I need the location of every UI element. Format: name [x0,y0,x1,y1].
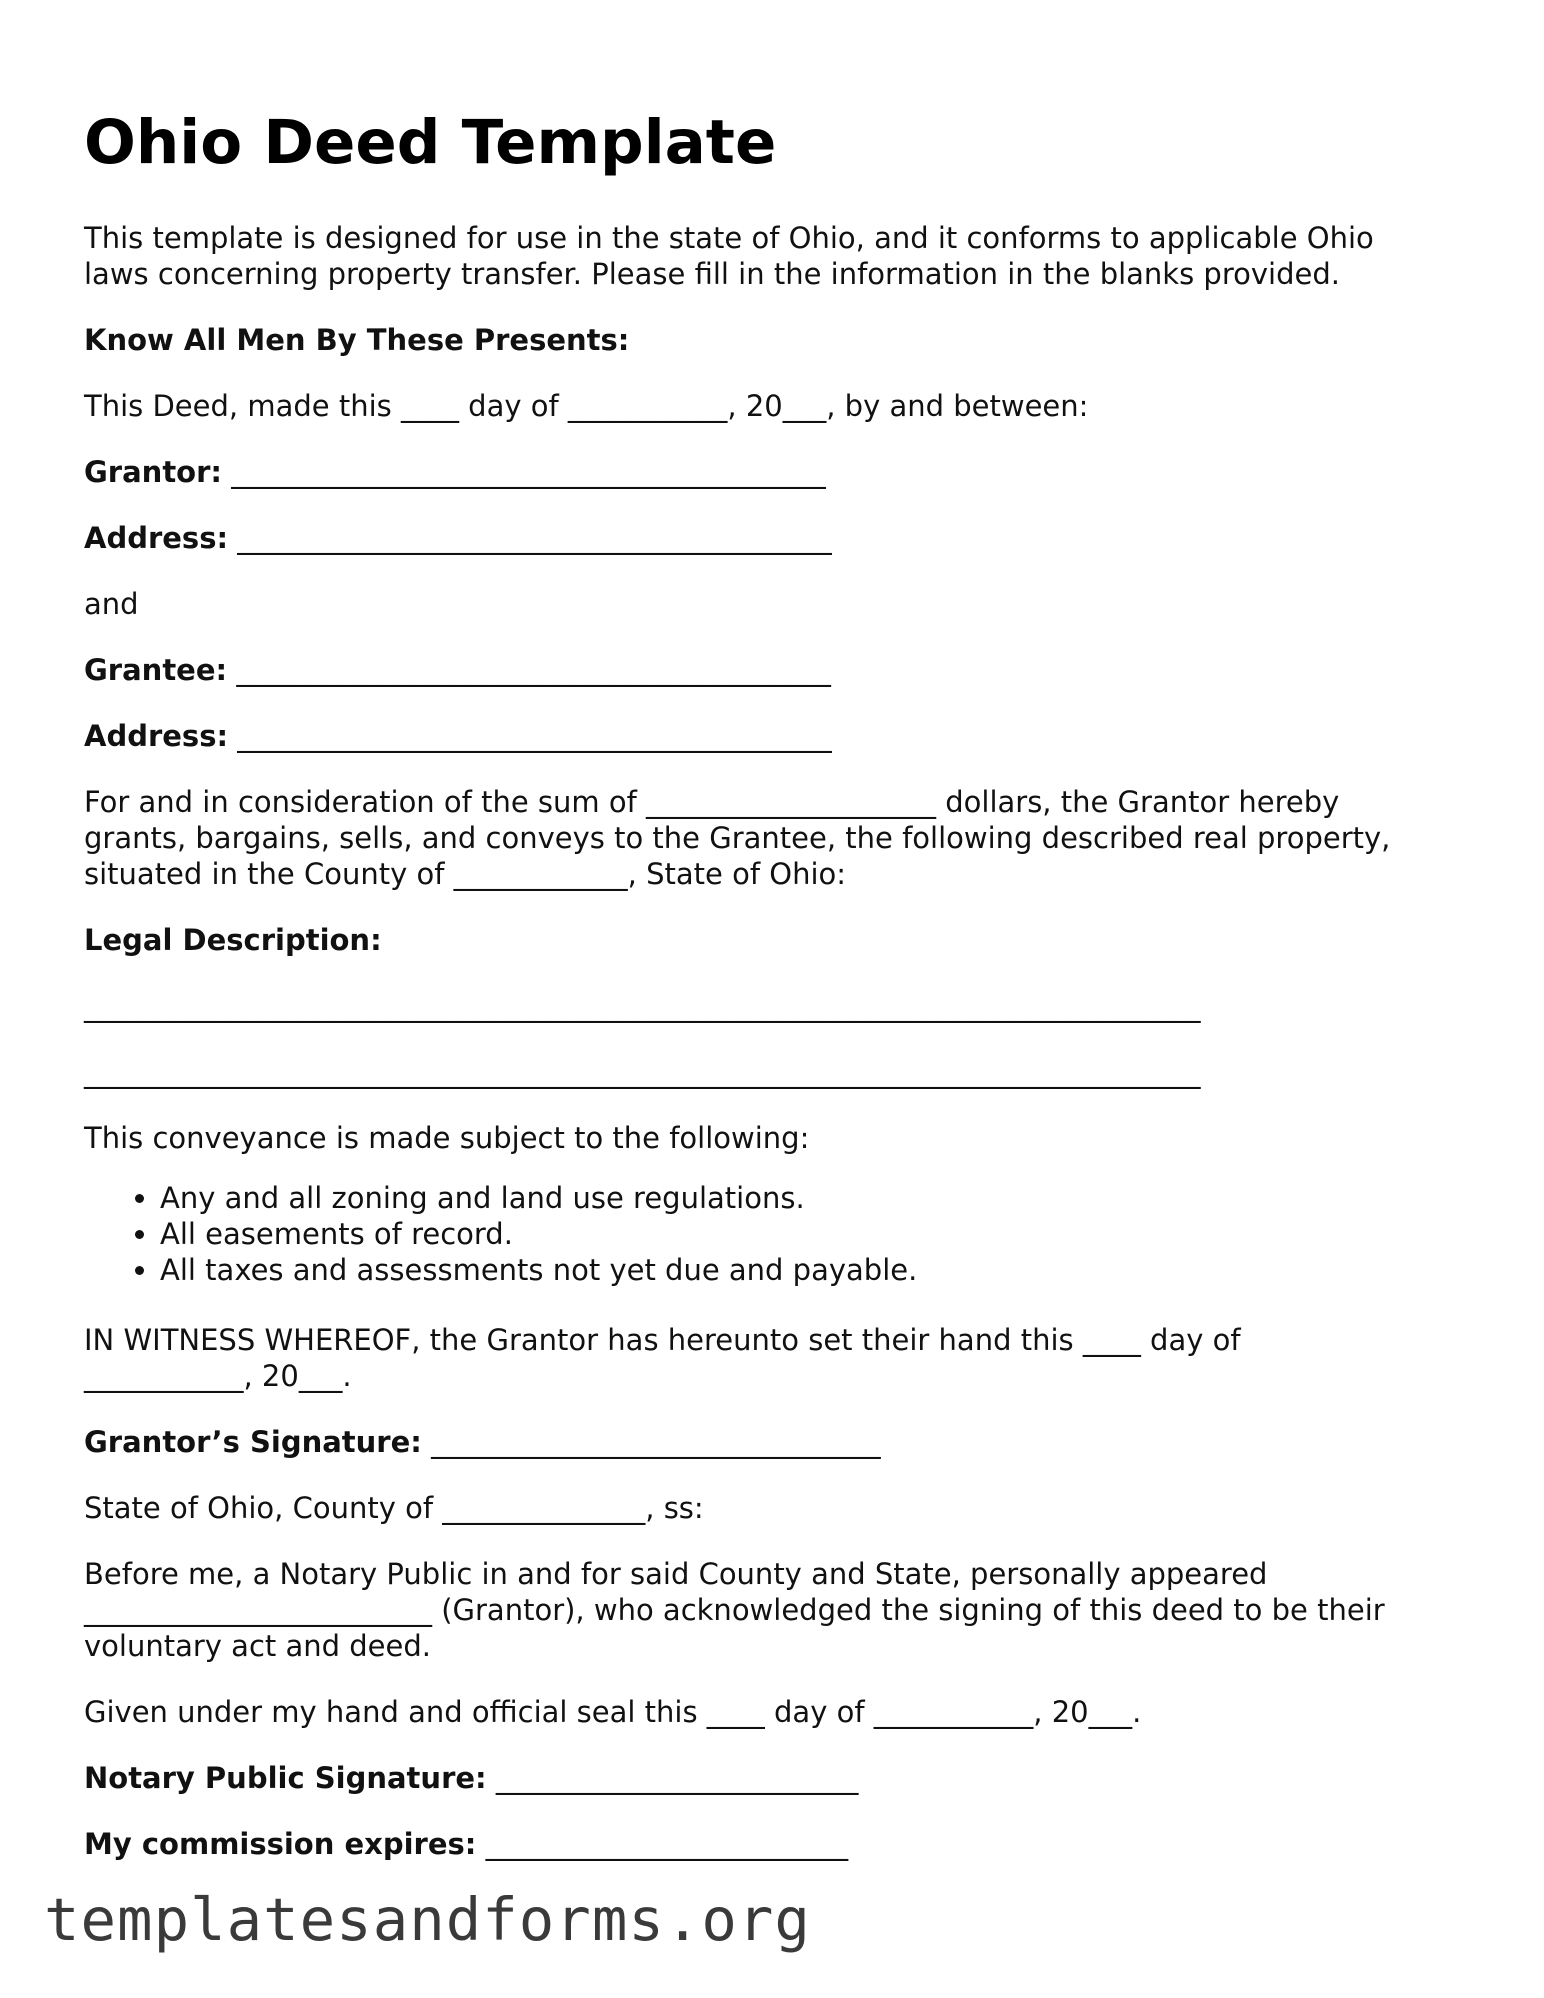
notary-signature-field [84,1760,858,1796]
conveyance-intro: This conveyance is made subject to the following: [84,1121,810,1155]
intro-line-1: This template is designed for use in the state of Ohio, and it conforms to applicable Ohio [84,221,1374,255]
legal-description-label: Legal Description: [84,923,382,957]
grantor-field [84,454,826,490]
commission-label: My commission expires: [84,1827,477,1861]
presents-heading: Know All Men By These Presents: [84,323,630,357]
witness-line-1: IN WITNESS WHEREOF, the Grantor has hereunto set their hand this ____ day of [84,1323,1241,1357]
grantee-address-blank: _________________________________________ [237,719,832,753]
grantor-label: Grantor: [84,455,223,489]
commission-field [84,1826,848,1862]
grantor-address-label: Address: [84,521,229,555]
grantor-address-field [84,520,832,556]
notary-line-3: voluntary act and deed. [84,1629,431,1663]
grantee-blank: _________________________________________ [236,653,831,687]
site-watermark: templatesandforms.org [44,1885,811,1954]
condition-item: • Any and all zoning and land use regulations. [160,1180,917,1216]
grantee-label: Grantee: [84,653,228,687]
grantor-signature-label: Grantor’s Signature: [84,1425,422,1459]
deed-date-line: This Deed, made this ____ day of ___________, 20___, by and between: [84,389,1089,423]
notary-line-2: ________________________ (Grantor), who acknowledged the signing of this deed to be their [84,1593,1385,1627]
condition-item: • All taxes and assessments not yet due and payable. [160,1252,917,1288]
grantor-signature-field [84,1424,881,1460]
consideration-line-3: situated in the County of ____________, State of Ohio: [84,857,847,891]
notary-line-1: Before me, a Notary Public in and for said County and State, personally appeared [84,1557,1268,1591]
witness-line-2: ___________, 20___. [84,1359,352,1393]
condition-item: • All easements of record. [160,1216,917,1252]
grantor-address-blank: _________________________________________ [237,521,832,555]
conditions-list [84,1180,917,1288]
commission-blank: _________________________ [485,1827,849,1861]
notary-signature-label: Notary Public Signature: [84,1761,487,1795]
intro-line-2: laws concerning property transfer. Please fill in the information in the blanks provided. [84,257,1340,291]
seal-line: Given under my hand and official seal this ____ day of ___________, 20___. [84,1695,1142,1729]
grantor-signature-blank: _______________________________ [431,1425,881,1459]
legal-description-blank-1: _____________________________________________________________________________ [84,989,1201,1023]
consideration-line-2: grants, bargains, sells, and conveys to the Grantee, the following described real property, [84,821,1391,855]
grantee-field [84,652,831,688]
grantor-blank: _________________________________________ [231,455,826,489]
grantee-address-label: Address: [84,719,229,753]
county-line: State of Ohio, County of ______________, ss: [84,1491,704,1525]
document-title: Ohio Deed Template [84,107,777,178]
and-text: and [84,587,139,621]
consideration-line-1: For and in consideration of the sum of ____________________ dollars, the Grantor hereby [84,785,1340,819]
legal-description-blank-2: _____________________________________________________________________________ [84,1055,1201,1089]
grantee-address-field [84,718,832,754]
notary-signature-blank: _________________________ [495,1761,859,1795]
